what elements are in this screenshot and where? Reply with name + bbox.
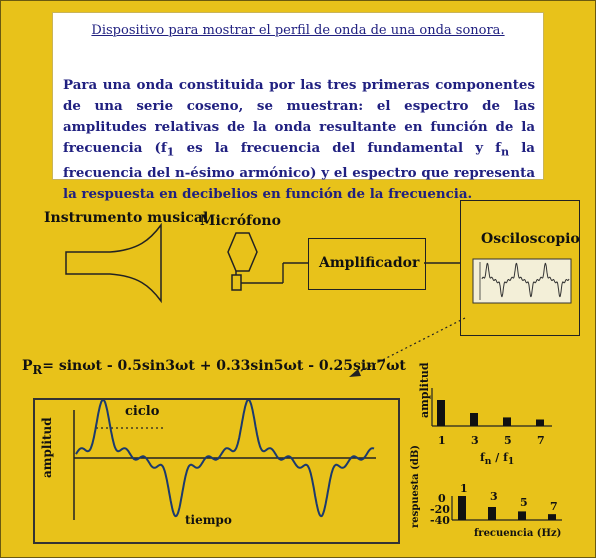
horn-icon — [66, 225, 161, 301]
amp-tick-5: 5 — [504, 434, 512, 447]
response-bars — [458, 496, 556, 520]
resp-ytick-0: 0 — [438, 492, 446, 505]
info-text-part1: Para una onda constituida por las tres primeras componentes de una serie coseno, se muestran: el espectro de las amplitudes relativas de la onda resultante en función de la frecuencia (f — [63, 77, 535, 156]
resp-bar-label-7: 7 — [550, 500, 558, 513]
response-bar-1 — [458, 496, 466, 520]
resp-bar-label-3: 3 — [490, 490, 498, 503]
resp-bar-label-5: 5 — [520, 496, 528, 509]
amp-tick-1: 1 — [438, 434, 446, 447]
xlabel-slash: / f — [491, 451, 508, 464]
response-bar-7 — [548, 514, 556, 520]
waveform-ylabel: amplitud — [40, 417, 54, 478]
info-sub-1: 1 — [166, 145, 175, 159]
amplitude-bar-1 — [437, 400, 445, 426]
xlabel-f: f — [480, 451, 485, 464]
formula-rhs: = sinωt - 0.5sin3ωt + 0.33sin5ωt - 0.25sin7ωt — [42, 358, 406, 374]
info-text-part3: la frecuencia del n-ésimo armónico) y el espectro que representa la respuesta en decibelios en función de la frecuencia. — [63, 140, 535, 202]
microphone-icon — [228, 233, 257, 290]
cycle-label: ciclo — [125, 404, 160, 419]
xlabel-n: n — [484, 456, 492, 468]
formula-sub: R — [32, 362, 43, 377]
response-bar-5 — [518, 511, 526, 520]
amp-tick-3: 3 — [471, 434, 479, 447]
resp-bar-label-1: 1 — [460, 482, 468, 495]
microphone-label: Micrófono — [200, 213, 281, 229]
response-bar-3 — [488, 507, 496, 520]
amp-spectrum-ylabel: amplitud — [418, 362, 431, 418]
connection-lines — [241, 263, 460, 283]
info-text-part2: es la frecuencia del fundamental y f — [174, 140, 501, 156]
amplitude-bars — [437, 400, 544, 426]
resp-spectrum-xlabel: frecuencia (Hz) — [474, 528, 562, 539]
resp-ytick-40: -40 — [430, 514, 450, 527]
amp-tick-7: 7 — [537, 434, 545, 447]
formula — [22, 358, 406, 377]
resp-ytick-20: -20 — [430, 503, 450, 516]
formula-p: P — [22, 358, 33, 374]
resp-spectrum-ylabel: respuesta (dB) — [410, 444, 421, 528]
amp-spectrum-xlabel — [480, 451, 514, 467]
info-sub-n: n — [500, 145, 510, 159]
amplitude-bar-5 — [503, 417, 511, 426]
amplitude-bar-7 — [536, 420, 544, 427]
amplitude-bar-3 — [470, 413, 478, 426]
amplifier-label: Amplificador — [319, 255, 420, 271]
instrument-label: Instrumento musical — [44, 210, 209, 226]
xlabel-1: 1 — [507, 456, 515, 468]
waveform-xlabel: tiempo — [185, 513, 232, 527]
oscilloscope-label: Osciloscopio — [481, 231, 580, 247]
info-title: Dispositivo para mostrar el perfil de onda de una onda sonora. — [91, 23, 505, 38]
